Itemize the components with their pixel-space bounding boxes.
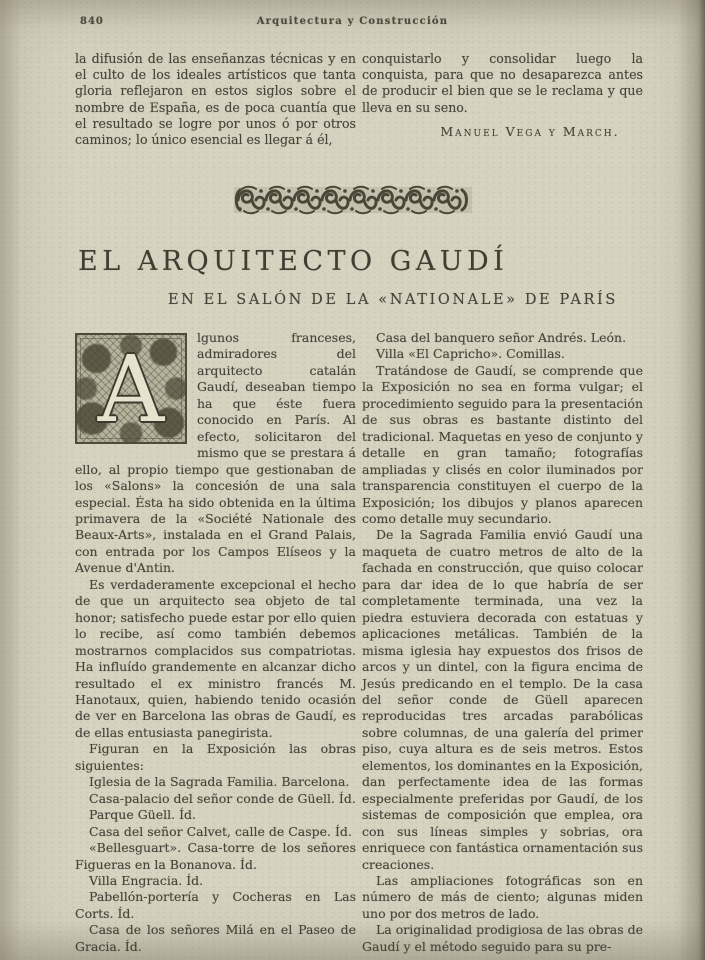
ornate-initial-capital	[75, 333, 187, 444]
work-item: Casa del banquero señor Andrés. León.	[376, 330, 627, 345]
paragraph: La originalidad prodigiosa de las obras de Gaudí y el método seguido para su pre-	[362, 922, 643, 954]
article-left-column	[75, 330, 356, 955]
work-item: Pabellón-portería y Cocheras en Las Corts. Íd.	[75, 889, 356, 921]
intro-left-column: la difusión de las enseñanzas técnicas y en el culto de los ideales artísticos que tanta gloria reflejaron en estos siglos sobre el nombre de España, es de poca cuantía que el resultado se logre por unos ó por otros caminos; lo único esencial es llegar á él,	[75, 51, 356, 148]
article-subtitle: EN EL SALÓN DE LA «NATIONALE» DE PARÍS	[168, 292, 618, 308]
page-number: 840	[80, 16, 104, 27]
paragraph: Las ampliaciones fotográficas son en número de más de ciento; algunas miden uno por dos metros de lado.	[362, 872, 643, 921]
work-item: Parque Güell. Íd.	[89, 807, 196, 823]
works-intro: Figuran en la Exposición las obras siguientes:	[75, 741, 356, 773]
author-signature: Manuel Vega y March.	[440, 123, 620, 139]
work-item: Casa del señor Calvet, calle de Caspe. Íd.	[89, 823, 352, 839]
work-item: Casa de los señores Milá en el Paseo de Gracia. Íd.	[75, 922, 356, 954]
article-title: EL ARQUITECTO GAUDÍ	[78, 246, 509, 277]
paragraph: Tratándose de Gaudí, se comprende que la Exposición no sea en forma vulgar; el procedimiento seguido para la presentación de sus obras es bastante distinto del tradicional. Maquetas en yeso de conjunto y detalle en gran tamaño; fotografías ampliadas y clisés en color iluminados por transparencia constituyen el cuerpo de la Exposición; los dibujos y planos aparecen como detalle muy secundario.	[362, 362, 643, 526]
ornament-divider	[234, 184, 472, 216]
intro-right-column	[362, 51, 643, 140]
journal-title: Arquitectura y Construcción	[256, 16, 449, 27]
dropcap-letter: A	[97, 335, 165, 443]
work-item: Villa «El Capricho». Comillas.	[376, 346, 565, 362]
work-item: Iglesia de la Sagrada Familia. Barcelona.	[89, 774, 350, 790]
paragraph: De la Sagrada Familia envió Gaudí una maqueta de cuatro metros de alto de la fachada en construcción, que quiso colocar para dar idea de lo que habría de ser completamente terminada, una vez la piedra estuviera decorada con estatuas y aplicaciones metálicas. También de la misma iglesia hay expuestos dos frisos de arcos y un dintel, con la figura encima de Jesús predicando en el templo. De la casa del señor conde de Güell aparecen reproducidas tres arcadas parabólicas sobre columnas, de una galería del primer piso, cuya altura es de seis metros. Estos elementos, los dominantes en la Exposición, dan perfectamente idea de las formas especialmente preferidas por Gaudí, de los sistemas de composición que emplea, ora con sus líneas simples y sobrias, ora enriquece con fantástica ornamentación sus creaciones.	[362, 527, 643, 872]
paragraph-text: lgunos franceses, admiradores del arquitecto catalán Gaudí, deseaban tiempo ha que éste fuera conocido en París. Al efecto, solicitaron del mismo que se prestara á ello, al propio tiempo que gestionaban de los «Salons» la concesión de una sala especial. Ésta ha sido obtenida en la última primavera de la «Société Nationale des Beaux-Arts», instalada en el Grand Palais, con entrada por los Campos Elíseos y la Avenue d'Antin.	[75, 330, 356, 576]
article-right-column	[362, 330, 643, 955]
work-item: Villa Engracia. Íd.	[89, 872, 204, 888]
work-item: Casa-palacio del señor conde de Güell. Íd.	[89, 790, 356, 806]
intro-right-text: conquistarlo y consolidar luego la conquista, para que no desaparezca antes de producir el bien que se le reclama y que lleva en su seno.	[362, 51, 643, 115]
work-item: «Bellesguart». Casa-torre de los señores Figueras en la Bonanova. Íd.	[75, 840, 356, 872]
paragraph: Es verdaderamente excepcional el hecho de que un arquitecto sea objeto de tal honor; satisfecho puede estar por ello quien lo recibe, así como también debemos mostrarnos complacidos sus compatriotas. Ha influído grandemente en alcanzar dicho resultado el ex ministro francés M. Hanotaux, quien, habiendo tenido ocasión de ver en Barcelona las obras de Gaudí, es de ellas entusiasta panegirista.	[75, 576, 356, 740]
paragraph-with-dropcap	[75, 330, 356, 577]
